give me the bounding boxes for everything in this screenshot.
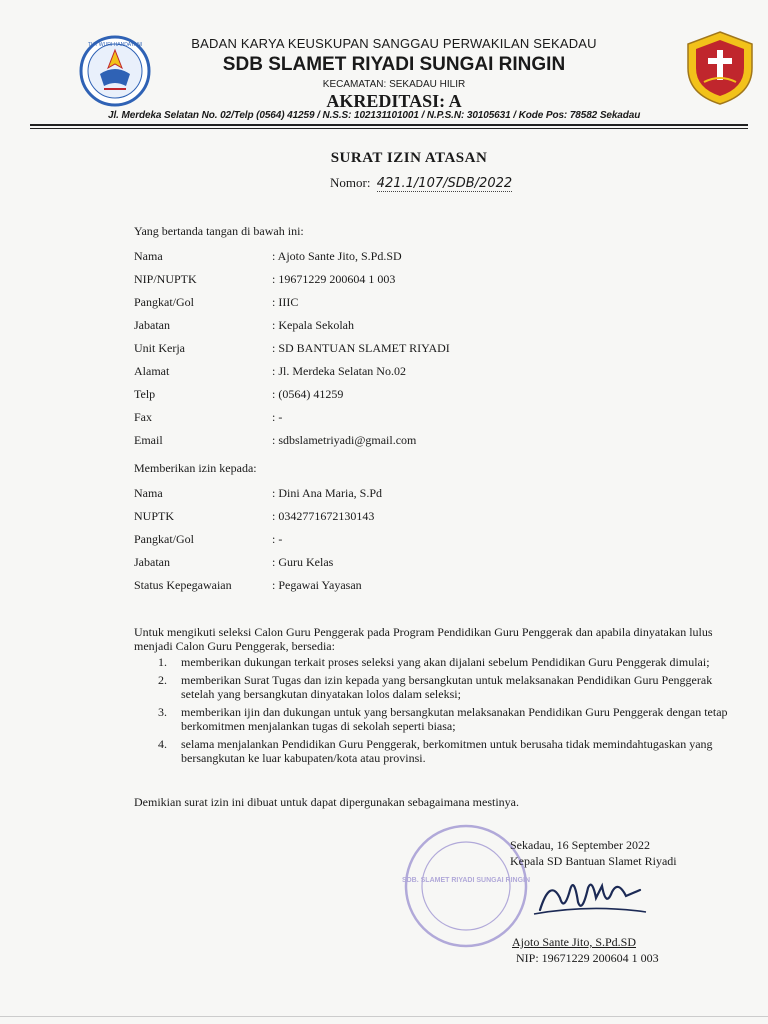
field-value: : Pegawai Yayasan — [272, 578, 362, 592]
signer-nip: NIP: 19671229 200604 1 003 — [516, 951, 659, 965]
list-item — [148, 673, 728, 701]
field-label: Pangkat/Gol — [134, 295, 194, 309]
grant-intro-text: Memberikan izin kepada: — [134, 461, 257, 475]
letterhead-organization: BADAN KARYA KEUSKUPAN SANGGAU PERWAKILAN SEKADAU — [191, 36, 597, 51]
field-value: : (0564) 41259 — [272, 387, 344, 401]
field-label: Status Kepegawaian — [134, 578, 232, 592]
handwritten-signature — [530, 868, 650, 930]
letterhead-divider — [30, 124, 748, 126]
field-label: Email — [134, 433, 163, 447]
field-value: : Dini Ana Maria, S.Pd — [272, 486, 382, 500]
letter-number-value: 421.1/107/SDB/2022 — [376, 176, 513, 191]
list-item-text: selama menjalankan Pendidikan Guru Penggerak, berkomitmen untuk berusaha tidak memindahtugaskan yang bersangkutan ke luar kabupaten/kota atau provinsi. — [181, 737, 713, 765]
letter-title: SURAT IZIN ATASAN — [330, 150, 488, 166]
intro-text: Yang bertanda tangan di bawah ini: — [134, 224, 304, 238]
field-value: : sdbslametriyadi@gmail.com — [272, 433, 417, 447]
letterhead-district: KECAMATAN: SEKADAU HILIR — [322, 79, 466, 90]
list-item-text: memberikan Surat Tugas dan izin kepada yang bersangkutan untuk melaksanakan Pendidikan Guru Penggerak setelah yang bersangkutan dinyatakan lolos dalam seleksi; — [181, 673, 713, 701]
field-value: : Ajoto Sante Jito, S.Pd.SD — [272, 249, 402, 263]
letter-number-label: Nomor: — [330, 175, 371, 190]
field-label: Fax — [134, 410, 152, 424]
list-item-number: 1. — [158, 655, 167, 669]
list-item — [148, 737, 728, 765]
svg-text:TUT WURI HANDAYANI: TUT WURI HANDAYANI — [87, 42, 143, 48]
letter-number — [330, 175, 512, 191]
field-value: : 19671229 200604 1 003 — [272, 272, 396, 286]
signature-place-date: Sekadau, 16 September 2022 — [510, 838, 650, 852]
field-value: : SD BANTUAN SLAMET RIYADI — [272, 341, 450, 355]
field-label: Alamat — [134, 364, 170, 378]
field-value: : - — [272, 532, 283, 546]
list-item-text: memberikan dukungan terkait proses seleksi yang akan dijalani sebelum Pendidikan Guru Penggerak dimulai; — [181, 655, 710, 669]
letterhead-accreditation: AKREDITASI: A — [326, 91, 462, 111]
field-label: Nama — [134, 249, 163, 263]
list-item-number: 4. — [158, 737, 167, 751]
letterhead-school-name: SDB SLAMET RIYADI SUNGAI RINGIN — [222, 54, 566, 75]
svg-text:SDB. SLAMET RIYADI SUNGAI RING: SDB. SLAMET RIYADI SUNGAI RINGIN — [402, 877, 530, 884]
list-item-number: 2. — [158, 673, 167, 687]
field-label: Pangkat/Gol — [134, 532, 194, 546]
closing-text: Demikian surat izin ini dibuat untuk dapat dipergunakan sebagaimana mestinya. — [134, 795, 520, 809]
field-label: Telp — [134, 387, 156, 401]
signer-name: Ajoto Sante Jito, S.Pd.SD — [512, 935, 637, 949]
field-value: : 0342771672130143 — [272, 509, 375, 523]
field-label: NUPTK — [134, 509, 175, 523]
commitment-paragraph: Untuk mengikuti seleksi Calon Guru Penggerak pada Program Pendidikan Guru Penggerak dan apabila dinyatakan lulus menjadi Calon Guru Penggerak, bersedia: — [134, 625, 713, 653]
field-label: NIP/NUPTK — [134, 272, 197, 286]
letterhead-address: Jl. Merdeka Selatan No. 02/Telp (0564) 41259 / N.S.S: 102131101001 / N.P.S.N: 30105631 / Kode Pos: 78582 Sekadau — [108, 110, 641, 121]
field-value: : Guru Kelas — [272, 555, 334, 569]
field-value: : - — [272, 410, 283, 424]
field-value: : IIIC — [272, 295, 299, 309]
letterhead-divider-thin — [30, 128, 748, 129]
signature-position: Kepala SD Bantuan Slamet Riyadi — [510, 854, 677, 868]
field-label: Jabatan — [134, 318, 170, 332]
field-value: : Kepala Sekolah — [272, 318, 354, 332]
list-item — [148, 655, 728, 669]
field-label: Nama — [134, 486, 163, 500]
field-label: Jabatan — [134, 555, 170, 569]
commitment-list — [148, 655, 728, 769]
field-label: Unit Kerja — [134, 341, 185, 355]
list-item — [148, 705, 728, 733]
field-value: : Jl. Merdeka Selatan No.02 — [272, 364, 406, 378]
list-item-number: 3. — [158, 705, 167, 719]
page-edge-line — [0, 1016, 768, 1017]
list-item-text: memberikan ijin dan dukungan untuk yang bersangkutan melaksanakan Pendidikan Guru Penggerak dengan tetap berkomitmen menjalankan tugas di sekolah seperti biasa; — [181, 705, 728, 733]
